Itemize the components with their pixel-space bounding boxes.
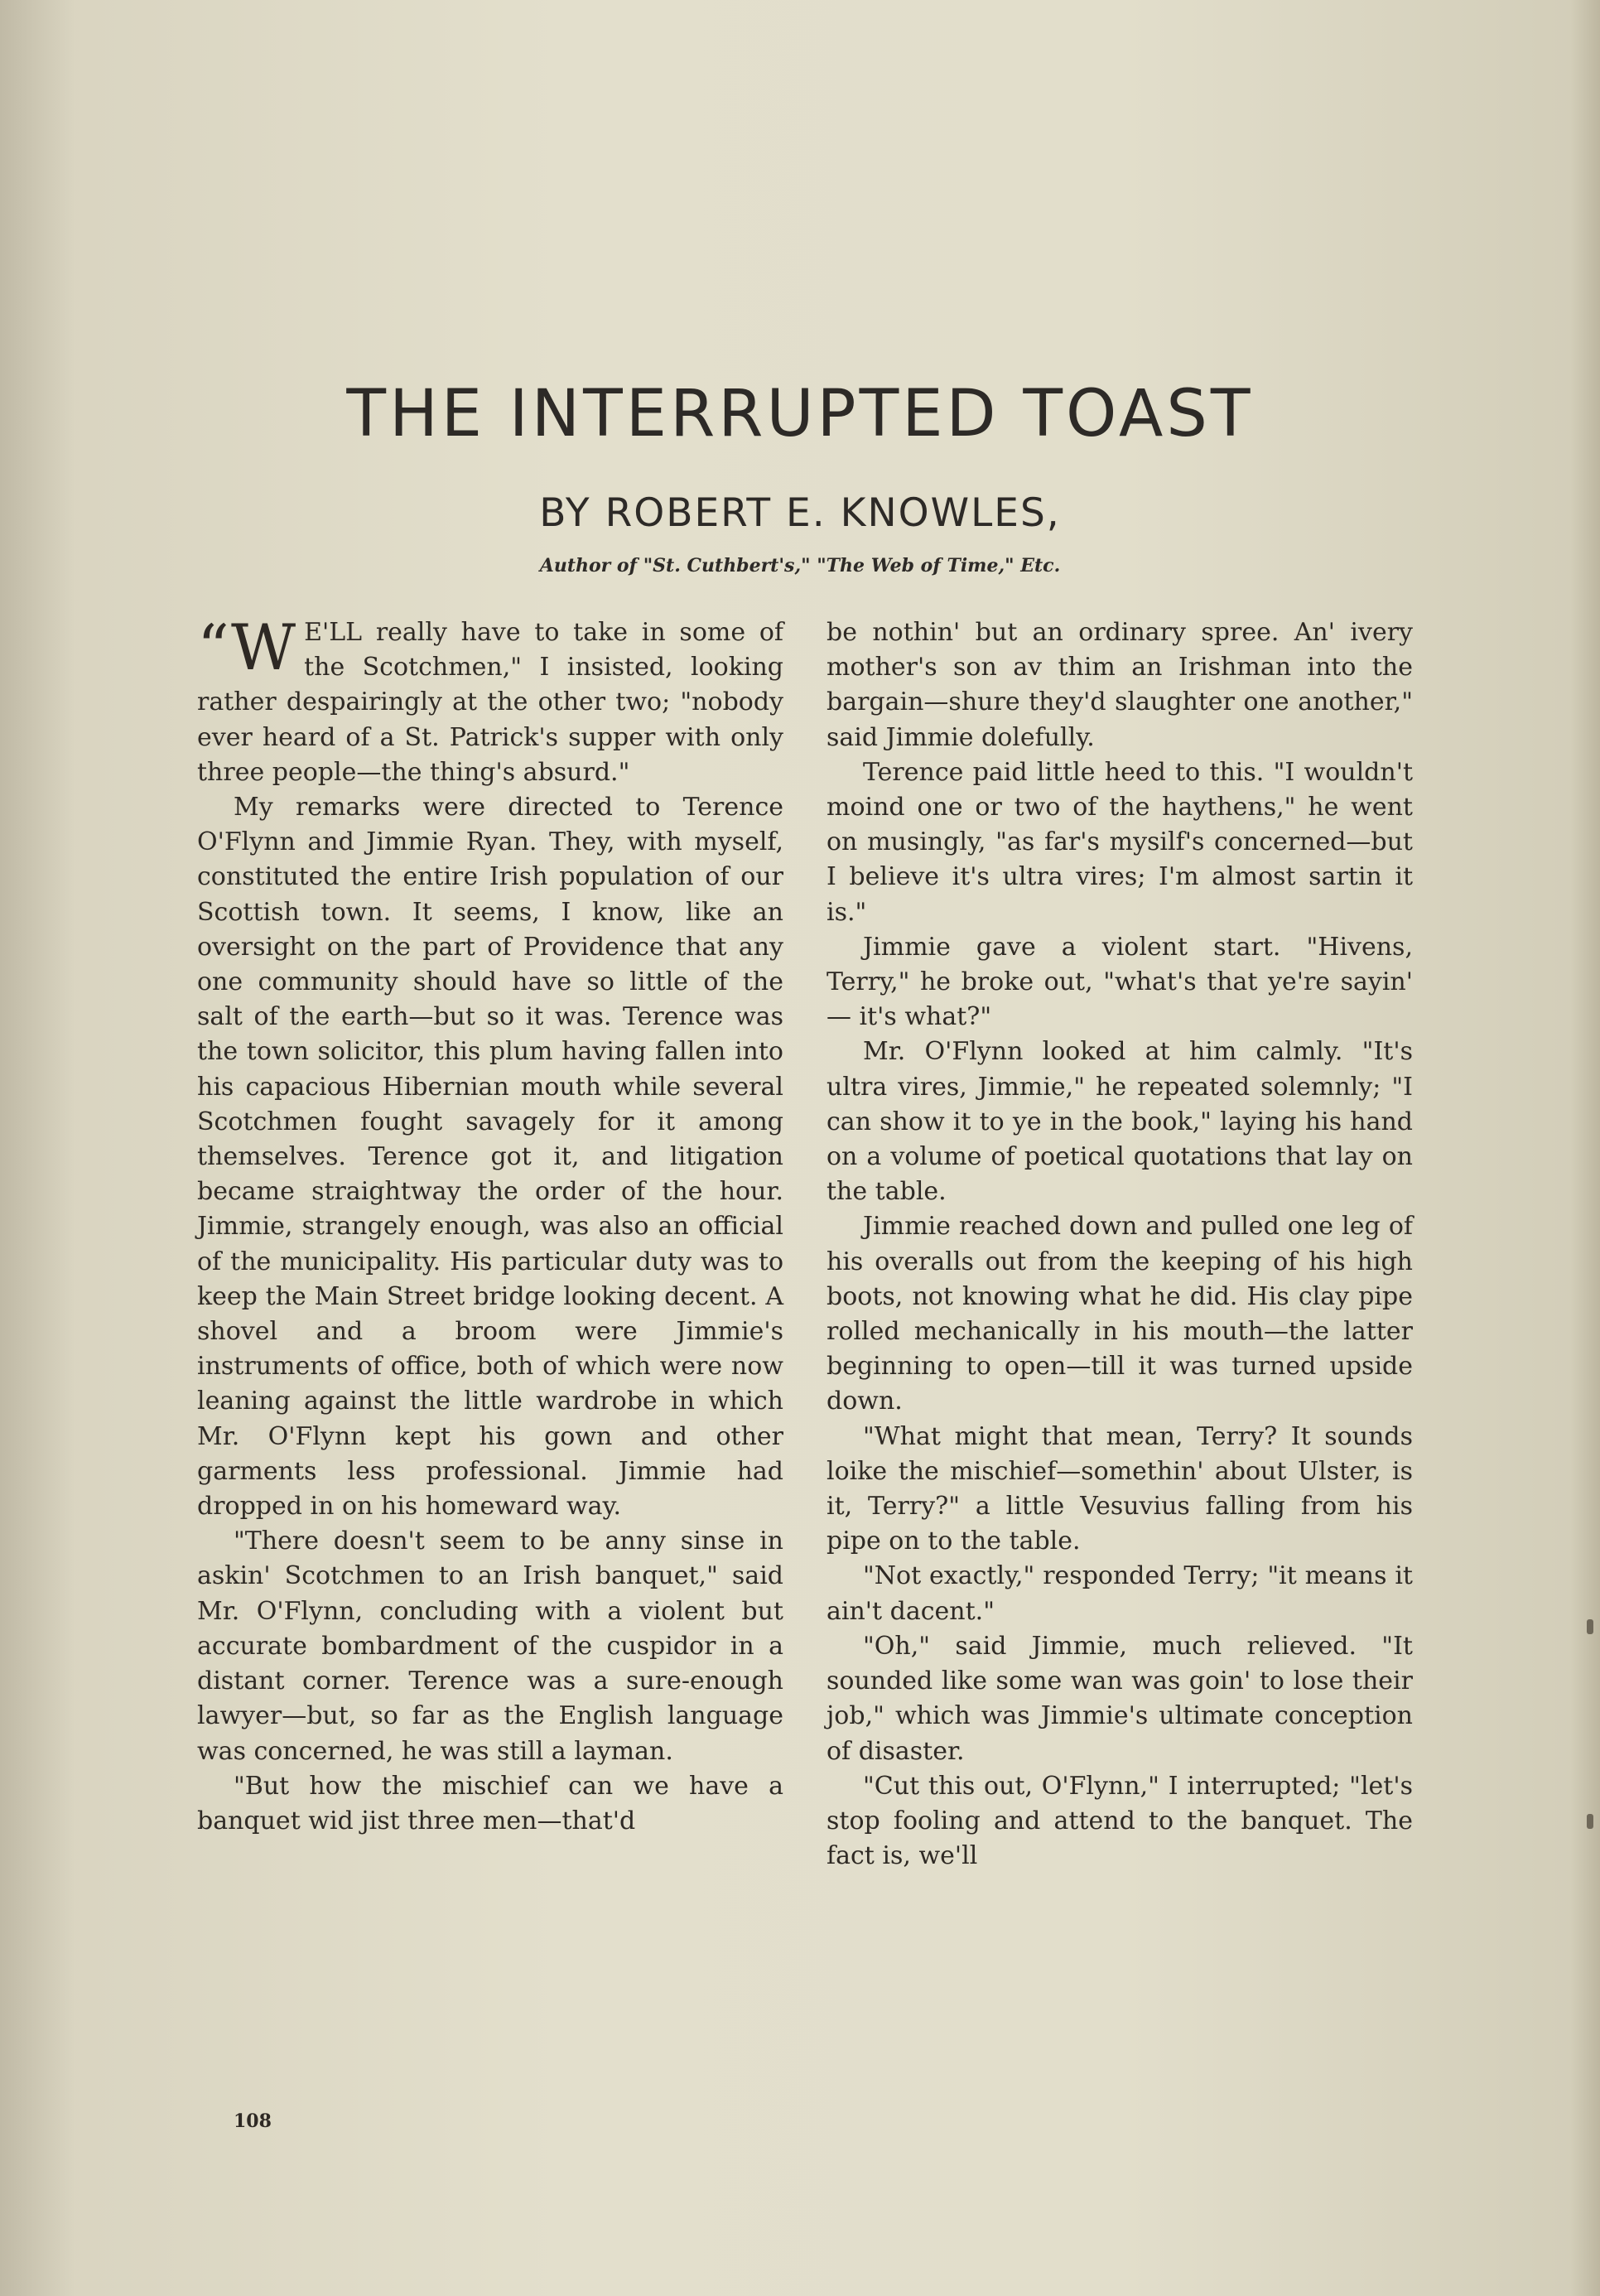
- page-edge: [1570, 0, 1600, 2296]
- drop-cap: “W: [197, 610, 296, 684]
- right-column: [827, 615, 1413, 1874]
- byline: BY ROBERT E. KNOWLES,: [539, 490, 1061, 536]
- page-edge-mark: [1587, 1814, 1593, 1829]
- paragraph: be nothin' but an ordinary spree. An' ivery mother's son av thim an Irishman into the bargain—shure they'd slaughter one another," said Jimmie dolefully.: [827, 618, 1413, 752]
- paragraph: "Oh," said Jimmie, much relieved. "It sounded like some wan was goin' to lose their job," which was Jimmie's ultimate conception of disaster.: [827, 1631, 1413, 1766]
- article-title: THE INTERRUPTED TOAST: [346, 377, 1254, 451]
- paragraph: Terence paid little heed to this. "I wouldn't moind one or two of the haythens," he went on musingly, "as far's mysilf's concerned—but I believe it's ultra vires; I'm almost sartin it is.": [827, 757, 1413, 927]
- binding-shadow: [0, 0, 75, 2296]
- paragraph: "What might that mean, Terry? It sounds loike the mischief—somethin' about Ulster, is it, Terry?" a little Vesuvius falling from his pipe on to the table.: [827, 1421, 1413, 1556]
- paragraph: Jimmie gave a violent start. "Hivens, Terry," he broke out, "what's that ye're sayin' — it's what?": [827, 932, 1413, 1032]
- paragraph-text: E'LL really have to take in some of the Scotchmen," I insisted, looking rather despairingly at the other two; "nobody ever heard of a St. Patrick's supper with only three people—the thing's absurd.": [197, 618, 783, 787]
- paragraph: Jimmie reached down and pulled one leg of his overalls out from the keeping of his high boots, not knowing what he did. His clay pipe rolled mechanically in his mouth—the latter beginning to open—till it was turned upside down.: [827, 1212, 1413, 1416]
- author-credits: Author of "St. Cuthbert's," "The Web of Time," Etc.: [539, 555, 1061, 576]
- page-number: 108: [234, 2110, 272, 2132]
- paragraph: My remarks were directed to Terence O'Flynn and Jimmie Ryan. They, with myself, constituted the entire Irish population of our Scottish town. It seems, I know, like an oversight on the part of Providence that any one community should have so little of the salt of the earth—but so it was. Terence was the town solicitor, this plum having fallen into his capacious Hibernian mouth while several Scotchmen fought savagely for it among themselves. Terence got it, and litigation became straightway the order of the hour. Jimmie, strangely enough, was also an official of the municipality. His particular duty was to keep the Main Street bridge looking decent. A shovel and a broom were Jimmie's instruments of office, both of which were now leaning against the little wardrobe in which Mr. O'Flynn kept his gown and other garments less professional. Jimmie had dropped in on his homeward way.: [197, 793, 783, 1522]
- paragraph: "But how the mischief can we have a banquet wid jist three men—that'd: [197, 1771, 783, 1835]
- paragraph: "Not exactly," responded Terry; "it means it ain't dacent.": [827, 1561, 1413, 1626]
- left-column: [197, 610, 783, 1839]
- paragraph: "Cut this out, O'Flynn," I interrupted; "let's stop fooling and attend to the banquet. The fact is, we'll: [827, 1771, 1413, 1871]
- page-edge-mark: [1587, 1619, 1593, 1634]
- paragraph: "There doesn't seem to be anny sinse in askin' Scotchmen to an Irish banquet," said Mr. O'Flynn, concluding with a violent but accurate bombardment of the cuspidor in a distant corner. Terence was a sure-enough lawyer—but, so far as the English language was concerned, he was still a layman.: [197, 1527, 783, 1766]
- paragraph: [197, 610, 783, 790]
- paragraph: Mr. O'Flynn looked at him calmly. "It's ultra vires, Jimmie," he repeated solemnly; "I can show it to ye in the book," laying his hand on a volume of poetical quotations that lay on the table.: [827, 1037, 1413, 1207]
